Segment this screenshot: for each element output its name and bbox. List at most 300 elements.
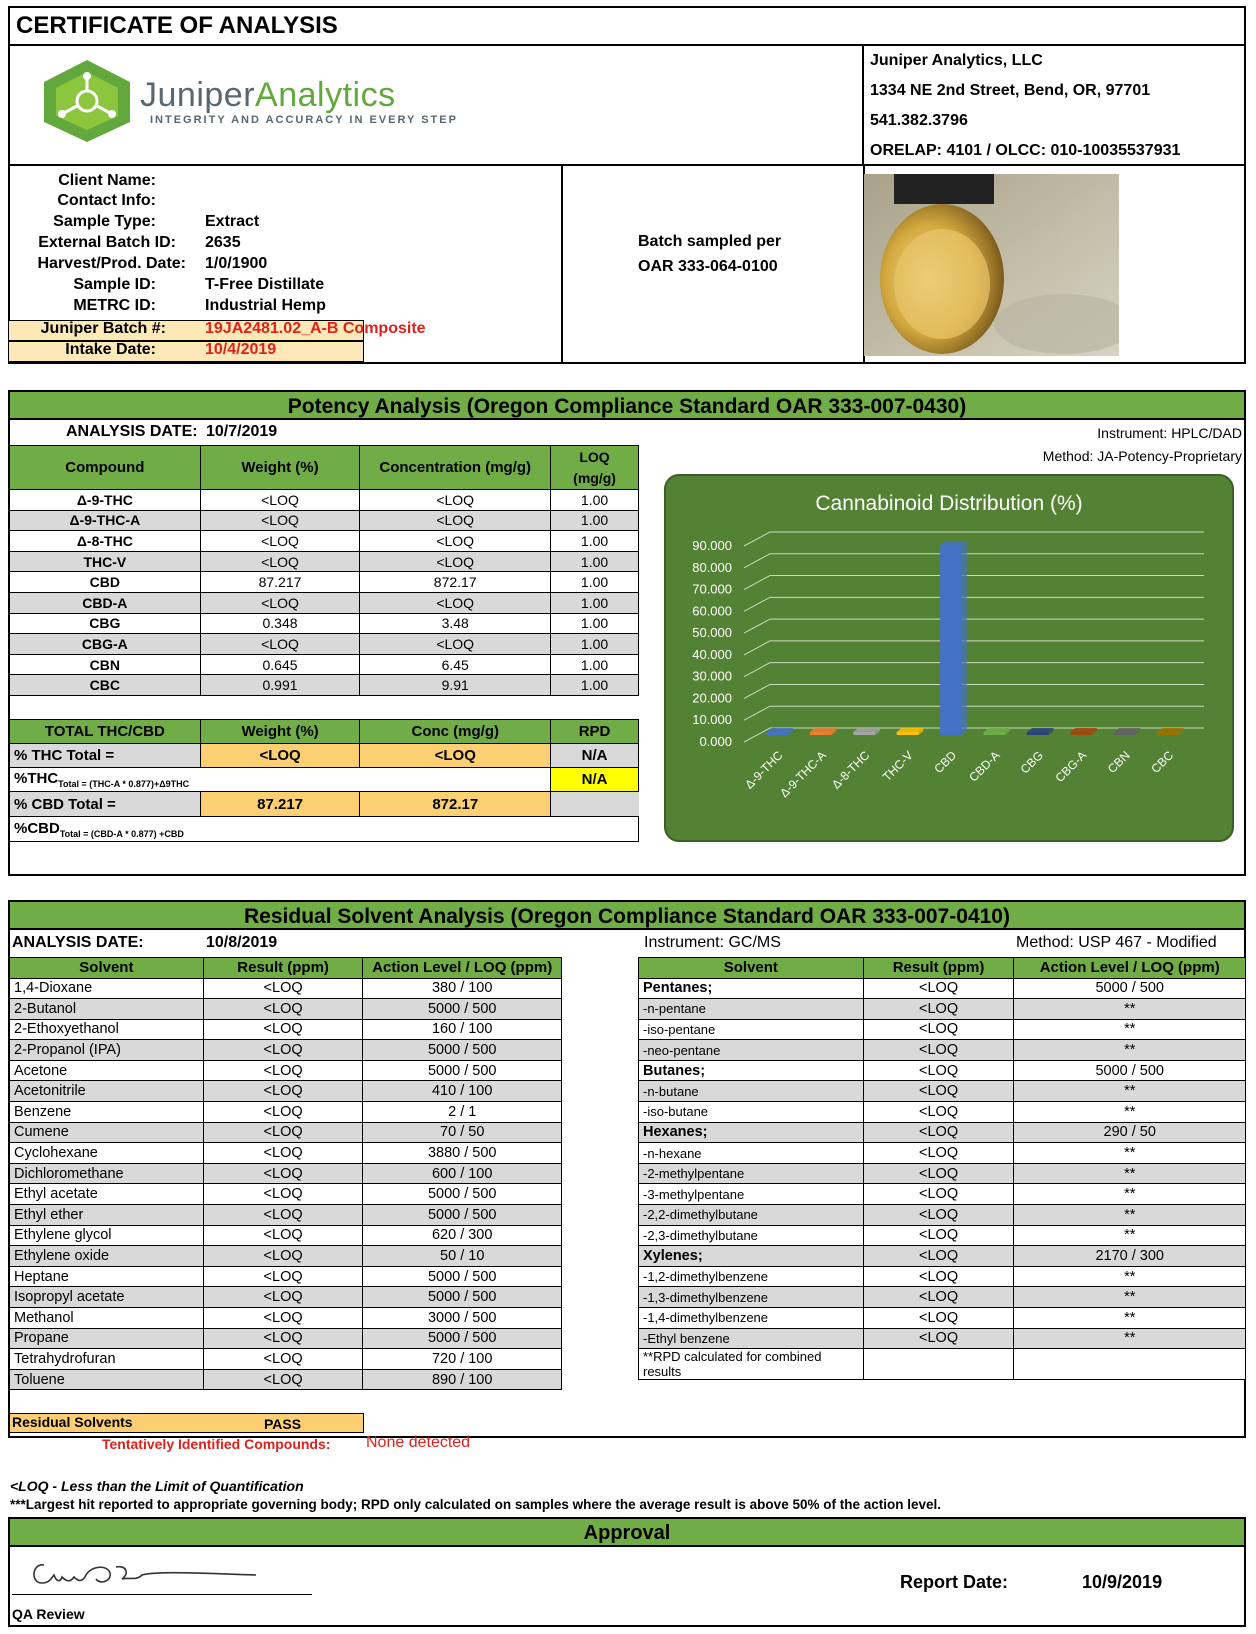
solvent-cell-result: <LOQ (863, 1205, 1014, 1226)
solvent-table-right (638, 957, 1246, 1380)
logo-tagline: INTEGRITY AND ACCURACY IN EVERY STEP (150, 114, 458, 126)
label-external-batch: External Batch ID: (38, 234, 176, 251)
tic-value: None detected (366, 1434, 471, 1451)
solvent-cell-solvent: 2-Propanol (IPA) (10, 1040, 204, 1061)
solvent-row (639, 1184, 1246, 1205)
solvent-row (639, 1308, 1246, 1329)
solvent-cell-action: 290 / 50 (1014, 1122, 1246, 1143)
solvent-cell-result: <LOQ (203, 1019, 363, 1040)
solvent-row (639, 1060, 1246, 1081)
potency-cell-loq: 1.00 (551, 490, 639, 511)
solvent-cell-action: ** (1014, 1225, 1246, 1246)
chart-bar (984, 728, 1011, 735)
chart-ytick-label: 40.000 (692, 646, 732, 662)
solvent-row (639, 978, 1246, 999)
solvent-cell-solvent: Cumene (10, 1122, 204, 1143)
solvent-row (639, 1122, 1246, 1143)
tic-label: Tentatively Identified Compounds: (102, 1436, 331, 1452)
solvent-row (10, 1308, 562, 1329)
potency-instrument: Instrument: HPLC/DAD (1097, 425, 1242, 441)
solvent-cell-solvent: -2,2-dimethylbutane (639, 1205, 864, 1226)
solvent-cell-result: <LOQ (203, 1122, 363, 1143)
solvent-row (10, 1205, 562, 1226)
solvent-cell-result: <LOQ (863, 1163, 1014, 1184)
chart-bar (1157, 728, 1184, 735)
cbd-total-blank (551, 792, 639, 817)
residual-result-value: PASS (264, 1416, 302, 1432)
report-date-label: Report Date: (900, 1572, 1009, 1592)
solvent-row (639, 1163, 1246, 1184)
chart-bar-side (962, 541, 967, 735)
solvent-title: Residual Solvent Analysis (Oregon Compliance Standard OAR 333-007-0410) (8, 900, 1246, 930)
solvent-cell-solvent: -n-pentane (639, 999, 864, 1020)
sol-left-header-result: Result (ppm) (203, 958, 363, 979)
solvent-cell-action: 5000 / 500 (363, 1060, 562, 1081)
solvent-cell-action: ** (1014, 1143, 1246, 1164)
chart-ytick-label: 60.000 (692, 603, 732, 619)
potency-cell-loq: 1.00 (551, 510, 639, 531)
solvent-cell-result: <LOQ (203, 999, 363, 1020)
solvent-cell-result: <LOQ (203, 1287, 363, 1308)
potency-cell-loq: 1.00 (551, 675, 639, 696)
solvent-cell-action: ** (1014, 1287, 1246, 1308)
potency-cell-compound: CBG (10, 613, 201, 634)
solvent-cell-solvent: Butanes; (639, 1060, 864, 1081)
thc-total-weight: <LOQ (200, 744, 360, 768)
solvent-cell-action: 2170 / 300 (1014, 1246, 1246, 1267)
potency-cell-loq: 1.00 (551, 634, 639, 655)
potency-cell-compound: CBD-A (10, 592, 201, 613)
solvent-cell-solvent: -n-butane (639, 1081, 864, 1102)
solvent-row (639, 1328, 1246, 1349)
value-intake-date: 10/4/2019 (205, 341, 277, 358)
chart-bar (1027, 728, 1054, 735)
solvent-row (10, 1143, 562, 1164)
value-harvest-date: 1/0/1900 (205, 255, 268, 272)
juniper-logo-icon (40, 58, 134, 144)
solvent-cell-result: <LOQ (203, 1163, 363, 1184)
sol-right-header-action: Action Level / LOQ (ppm) (1014, 958, 1246, 979)
client-info-divider (561, 166, 563, 364)
potency-cell-compound: Δ-8-THC (10, 531, 201, 552)
potency-date: 10/7/2019 (206, 423, 278, 440)
solvent-cell-solvent: -neo-pentane (639, 1040, 864, 1061)
solvent-cell-solvent: Heptane (10, 1266, 204, 1287)
potency-totals-table (9, 719, 639, 842)
potency-row (10, 613, 639, 634)
solvent-cell-solvent: Cyclohexane (10, 1143, 204, 1164)
solvent-cell-solvent: Propane (10, 1328, 204, 1349)
solvent-cell-action: 600 / 100 (363, 1163, 562, 1184)
solvent-row (10, 1184, 562, 1205)
solvent-cell-result: <LOQ (203, 1060, 363, 1081)
signature-stroke (34, 1565, 256, 1583)
signature-line (12, 1594, 312, 1595)
solvent-cell-solvent: 2-Ethoxyethanol (10, 1019, 204, 1040)
value-external-batch: 2635 (205, 234, 241, 251)
lab-address: 1334 NE 2nd Street, Bend, OR, 97701 (870, 82, 1151, 99)
report-date: 10/9/2019 (1082, 1572, 1163, 1592)
solvent-cell-result (863, 1349, 1014, 1380)
solvent-cell-solvent: Benzene (10, 1102, 204, 1123)
potency-cell-concentration: 3.48 (360, 613, 551, 634)
cannabinoid-chart (664, 474, 1234, 842)
potency-cell-compound: CBG-A (10, 634, 201, 655)
thc-formula: $\%THC_{Total = (THC-A * 0.877)+\Delta 9THC}$ (10, 768, 551, 792)
solvent-cell-action: 720 / 100 (363, 1349, 562, 1370)
solvent-row (639, 1205, 1246, 1226)
potency-cell-compound: CBD (10, 572, 201, 593)
potency-cell-loq: 1.00 (551, 531, 639, 552)
potency-cell-loq: 1.00 (551, 654, 639, 675)
solvent-cell-action: 5000 / 500 (363, 1287, 562, 1308)
solvent-cell-solvent: -1,3-dimethylbenzene (639, 1287, 864, 1308)
chart-bar-front (1027, 732, 1049, 735)
potency-table (9, 445, 639, 696)
solvent-cell-result: <LOQ (863, 1287, 1014, 1308)
potency-cell-compound: Δ-9-THC-A (10, 510, 201, 531)
solvent-row (639, 1081, 1246, 1102)
chart-xtick-label: CBG (1017, 748, 1046, 777)
chart-bar (1070, 728, 1097, 735)
solvent-cell-solvent: -2-methylpentane (639, 1163, 864, 1184)
solvent-row (10, 1349, 562, 1370)
potency-cell-weight: <LOQ (200, 551, 360, 572)
solvent-cell-action: 5000 / 500 (1014, 1060, 1246, 1081)
lab-name: Juniper Analytics, LLC (870, 52, 1043, 69)
solvent-cell-action: 2 / 1 (363, 1102, 562, 1123)
potency-cell-weight: 0.645 (200, 654, 360, 675)
solvent-cell-solvent: -iso-butane (639, 1102, 864, 1123)
chart-bar-front (984, 732, 1006, 735)
solvent-cell-action: 5000 / 500 (363, 1040, 562, 1061)
totals-header-weight: Weight (%) (200, 720, 360, 744)
thc-formula-rpd: N/A (551, 768, 639, 792)
solvent-row (639, 1225, 1246, 1246)
label-contact-info: Contact Info: (57, 192, 156, 209)
chart-xtick-label: CBD (931, 748, 960, 777)
solvent-row (10, 1266, 562, 1287)
solvent-row (10, 1225, 562, 1246)
potency-row (10, 510, 639, 531)
solvent-cell-action: ** (1014, 1308, 1246, 1329)
solvent-cell-action: ** (1014, 1266, 1246, 1287)
solvent-cell-action: ** (1014, 999, 1246, 1020)
solvent-cell-result: <LOQ (863, 1040, 1014, 1061)
solvent-cell-solvent: -2,3-dimethylbutane (639, 1225, 864, 1246)
solvent-cell-result: <LOQ (863, 1102, 1014, 1123)
sol-left-header-solvent: Solvent (10, 958, 204, 979)
potency-cell-loq: 1.00 (551, 551, 639, 572)
chart-ytick-label: 70.000 (692, 581, 732, 597)
solvent-row (10, 978, 562, 999)
solvent-cell-action: 5000 / 500 (363, 999, 562, 1020)
solvent-cell-solvent: Ethylene glycol (10, 1225, 204, 1246)
sol-right-header-solvent: Solvent (639, 958, 864, 979)
label-juniper-batch: Juniper Batch #: (40, 320, 166, 337)
chart-xtick-label: CBG-A (1052, 748, 1090, 786)
solvent-date: 10/8/2019 (206, 934, 278, 951)
solvent-cell-result: <LOQ (863, 1266, 1014, 1287)
potency-title: Potency Analysis (Oregon Compliance Standard OAR 333-007-0430) (8, 390, 1246, 420)
solvent-row (639, 1287, 1246, 1308)
potency-header-weight: Weight (%) (200, 446, 360, 490)
potency-header-compound: Compound (10, 446, 201, 490)
chart-xtick-label: Δ-9-THC (742, 748, 786, 792)
chart-bar-front (1114, 732, 1136, 735)
solvent-cell-result: <LOQ (203, 1184, 363, 1205)
solvent-cell-action: ** (1014, 1102, 1246, 1123)
potency-cell-loq: 1.00 (551, 613, 639, 634)
potency-row (10, 531, 639, 552)
chart-bar-front (810, 732, 832, 735)
solvent-cell-result: <LOQ (203, 1205, 363, 1226)
label-harvest-date: Harvest/Prod. Date: (37, 255, 186, 272)
thc-total-conc: <LOQ (360, 744, 551, 768)
solvent-cell-solvent: Hexanes; (639, 1122, 864, 1143)
potency-date-label: ANALYSIS DATE: (66, 423, 198, 440)
solvent-row (10, 1287, 562, 1308)
solvent-row (10, 999, 562, 1020)
chart-xtick-label: Δ-8-THC (828, 748, 873, 792)
potency-cell-weight: <LOQ (200, 531, 360, 552)
cbd-total-label: % CBD Total = (10, 792, 201, 817)
solvent-row (10, 1122, 562, 1143)
totals-header-label: TOTAL THC/CBD (10, 720, 201, 744)
potency-cell-weight: <LOQ (200, 634, 360, 655)
sol-left-header-action: Action Level / LOQ (ppm) (363, 958, 562, 979)
residual-result-label: Residual Solvents (12, 1414, 133, 1430)
solvent-cell-action: 70 / 50 (363, 1122, 562, 1143)
chart-bar (940, 541, 967, 735)
solvent-cell-solvent: Pentanes; (639, 978, 864, 999)
solvent-cell-solvent: -Ethyl benzene (639, 1328, 864, 1349)
potency-row (10, 592, 639, 613)
solvent-row (639, 1019, 1246, 1040)
potency-cell-loq: 1.00 (551, 572, 639, 593)
certificate-title: CERTIFICATE OF ANALYSIS (8, 6, 1246, 44)
solvent-cell-solvent: Tetrahydrofuran (10, 1349, 204, 1370)
loq-note: <LOQ - Less than the Limit of Quantification (10, 1478, 304, 1494)
solvent-row (10, 1328, 562, 1349)
solvent-cell-solvent: -1,2-dimethylbenzene (639, 1266, 864, 1287)
cbd-total-weight: 87.217 (200, 792, 360, 817)
chart-ytick-label: 30.000 (692, 668, 732, 684)
potency-cell-concentration: <LOQ (360, 634, 551, 655)
solvent-row (10, 1019, 562, 1040)
solvent-row (639, 1349, 1246, 1380)
label-sample-type: Sample Type: (53, 213, 156, 230)
solvent-cell-result: <LOQ (863, 999, 1014, 1020)
chart-bar-front (940, 545, 962, 735)
potency-cell-loq: 1.00 (551, 592, 639, 613)
chart-bar (1114, 728, 1141, 735)
solvent-cell-action: 5000 / 500 (363, 1205, 562, 1226)
solvent-cell-action: ** (1014, 1081, 1246, 1102)
potency-method: Method: JA-Potency-Proprietary (1042, 448, 1242, 464)
potency-cell-weight: 0.348 (200, 613, 360, 634)
solvent-cell-solvent: -n-hexane (639, 1143, 864, 1164)
label-metrc-id: METRC ID: (73, 297, 156, 314)
solvent-cell-solvent: -3-methylpentane (639, 1184, 864, 1205)
solvent-cell-solvent: Ethylene oxide (10, 1246, 204, 1267)
solvent-cell-action: 5000 / 500 (1014, 978, 1246, 999)
solvent-date-label: ANALYSIS DATE: (12, 934, 144, 951)
solvent-cell-action: 50 / 10 (363, 1246, 562, 1267)
solvent-cell-action: ** (1014, 1040, 1246, 1061)
potency-cell-concentration: <LOQ (360, 531, 551, 552)
solvent-cell-solvent: -iso-pentane (639, 1019, 864, 1040)
chart-bar-front (853, 732, 875, 735)
potency-cell-weight: 87.217 (200, 572, 360, 593)
chart-ytick-label: 50.000 (692, 625, 732, 641)
potency-cell-weight: 0.991 (200, 675, 360, 696)
potency-cell-compound: CBN (10, 654, 201, 675)
potency-cell-concentration: 6.45 (360, 654, 551, 675)
chart-ytick-label: 0.000 (699, 734, 732, 749)
solvent-cell-result: <LOQ (863, 978, 1014, 999)
solvent-row (10, 1369, 562, 1390)
solvent-cell-result: <LOQ (203, 978, 363, 999)
chart-bar-front (897, 732, 919, 735)
solvent-cell-solvent: -1,4-dimethylbenzene (639, 1308, 864, 1329)
solvent-row (10, 1102, 562, 1123)
largest-hit-note: ***Largest hit reported to appropriate governing body; RPD only calculated on samples where the average result is above 50% of the action level. (10, 1497, 941, 1512)
solvent-cell-solvent: **RPD calculated for combined results (639, 1349, 864, 1380)
thc-total-label: % THC Total = (10, 744, 201, 768)
chart-xtick-label: CBC (1148, 748, 1177, 777)
totals-header-conc: Conc (mg/g) (360, 720, 551, 744)
solvent-cell-solvent: Xylenes; (639, 1246, 864, 1267)
lab-phone: 541.382.3796 (870, 112, 968, 129)
solvent-cell-solvent: Isopropyl acetate (10, 1287, 204, 1308)
potency-cell-compound: THC-V (10, 551, 201, 572)
chart-bar (810, 728, 837, 735)
solvent-cell-action: ** (1014, 1163, 1246, 1184)
solvent-cell-result: <LOQ (863, 1081, 1014, 1102)
chart-title: Cannabinoid Distribution (%) (815, 492, 1083, 515)
solvent-cell-result: <LOQ (203, 1246, 363, 1267)
chart-xtick-label: THC-V (879, 748, 916, 785)
solvent-cell-action: ** (1014, 1205, 1246, 1226)
solvent-cell-result: <LOQ (863, 1328, 1014, 1349)
thc-total-rpd: N/A (551, 744, 639, 768)
chart-bar-front (1157, 732, 1179, 735)
solvent-cell-result: <LOQ (203, 1040, 363, 1061)
chart-ytick-label: 20.000 (692, 690, 732, 706)
solvent-cell-result: <LOQ (203, 1308, 363, 1329)
sample-photo (864, 174, 1119, 356)
solvent-row (10, 1163, 562, 1184)
solvent-cell-action: 380 / 100 (363, 978, 562, 999)
potency-cell-concentration: <LOQ (360, 490, 551, 511)
solvent-cell-action: 3880 / 500 (363, 1143, 562, 1164)
solvent-row (639, 1266, 1246, 1287)
sol-right-header-result: Result (ppm) (863, 958, 1014, 979)
solvent-cell-result: <LOQ (203, 1102, 363, 1123)
potency-header-concentration: Concentration (mg/g) (360, 446, 551, 490)
chart-ytick-label: 80.000 (692, 559, 732, 575)
solvent-cell-result: <LOQ (203, 1081, 363, 1102)
solvent-cell-result: <LOQ (863, 1143, 1014, 1164)
solvent-cell-result: <LOQ (863, 1225, 1014, 1246)
solvent-row (10, 1081, 562, 1102)
label-intake-date: Intake Date: (65, 341, 156, 358)
solvent-cell-solvent: Acetone (10, 1060, 204, 1081)
chart-bar (897, 728, 924, 735)
solvent-cell-result: <LOQ (863, 1060, 1014, 1081)
lab-license: ORELAP: 4101 / OLCC: 010-10035537931 (870, 142, 1181, 159)
solvent-cell-solvent: Methanol (10, 1308, 204, 1329)
potency-cell-compound: Δ-9-THC (10, 490, 201, 511)
chart-bar-front (1070, 732, 1092, 735)
potency-row (10, 572, 639, 593)
potency-row (10, 634, 639, 655)
solvent-table-left (9, 957, 562, 1390)
solvent-cell-solvent: 1,4-Dioxane (10, 978, 204, 999)
solvent-cell-action: 5000 / 500 (363, 1328, 562, 1349)
solvent-cell-solvent: Ethyl ether (10, 1205, 204, 1226)
solvent-cell-result: <LOQ (863, 1246, 1014, 1267)
solvent-row (639, 1040, 1246, 1061)
cbd-total-conc: 872.17 (360, 792, 551, 817)
potency-header-loq: LOQ (mg/g) (551, 446, 639, 490)
potency-row (10, 551, 639, 572)
solvent-cell-action: 5000 / 500 (363, 1266, 562, 1287)
solvent-cell-solvent: Acetonitrile (10, 1081, 204, 1102)
batch-note-line1: Batch sampled per (638, 233, 782, 250)
potency-cell-concentration: <LOQ (360, 551, 551, 572)
solvent-cell-action (1014, 1349, 1246, 1380)
potency-cell-concentration: 9.91 (360, 675, 551, 696)
solvent-cell-action: 160 / 100 (363, 1019, 562, 1040)
solvent-row (10, 1060, 562, 1081)
label-client-name: Client Name: (58, 172, 156, 189)
label-sample-id: Sample ID: (73, 276, 156, 293)
solvent-row (639, 999, 1246, 1020)
potency-cell-concentration: 872.17 (360, 572, 551, 593)
solvent-cell-action: 890 / 100 (363, 1369, 562, 1390)
solvent-cell-action: 410 / 100 (363, 1081, 562, 1102)
solvent-cell-result: <LOQ (863, 1308, 1014, 1329)
solvent-cell-result: <LOQ (863, 1184, 1014, 1205)
solvent-cell-action: 3000 / 500 (363, 1308, 562, 1329)
solvent-cell-result: <LOQ (203, 1225, 363, 1246)
potency-row (10, 654, 639, 675)
solvent-cell-result: <LOQ (203, 1266, 363, 1287)
solvent-cell-solvent: Toluene (10, 1369, 204, 1390)
potency-cell-weight: <LOQ (200, 510, 360, 531)
chart-xtick-label: CBD-A (966, 748, 1003, 785)
potency-row (10, 675, 639, 696)
solvent-cell-action: 620 / 300 (363, 1225, 562, 1246)
chart-ytick-label: 90.000 (692, 538, 732, 553)
potency-row (10, 490, 639, 511)
solvent-row (639, 1102, 1246, 1123)
solvent-cell-result: <LOQ (863, 1019, 1014, 1040)
solvent-row (10, 1040, 562, 1061)
solvent-cell-result: <LOQ (203, 1143, 363, 1164)
solvent-cell-result: <LOQ (203, 1328, 363, 1349)
potency-cell-weight: <LOQ (200, 490, 360, 511)
solvent-cell-result: <LOQ (203, 1349, 363, 1370)
logo-wordmark: JuniperAnalytics (140, 76, 396, 114)
chart-bar (767, 728, 794, 735)
value-metrc-id: Industrial Hemp (205, 297, 326, 314)
solvent-cell-result: <LOQ (863, 1122, 1014, 1143)
solvent-method: Method: USP 467 - Modified (1016, 934, 1217, 951)
header-divider (862, 44, 864, 166)
